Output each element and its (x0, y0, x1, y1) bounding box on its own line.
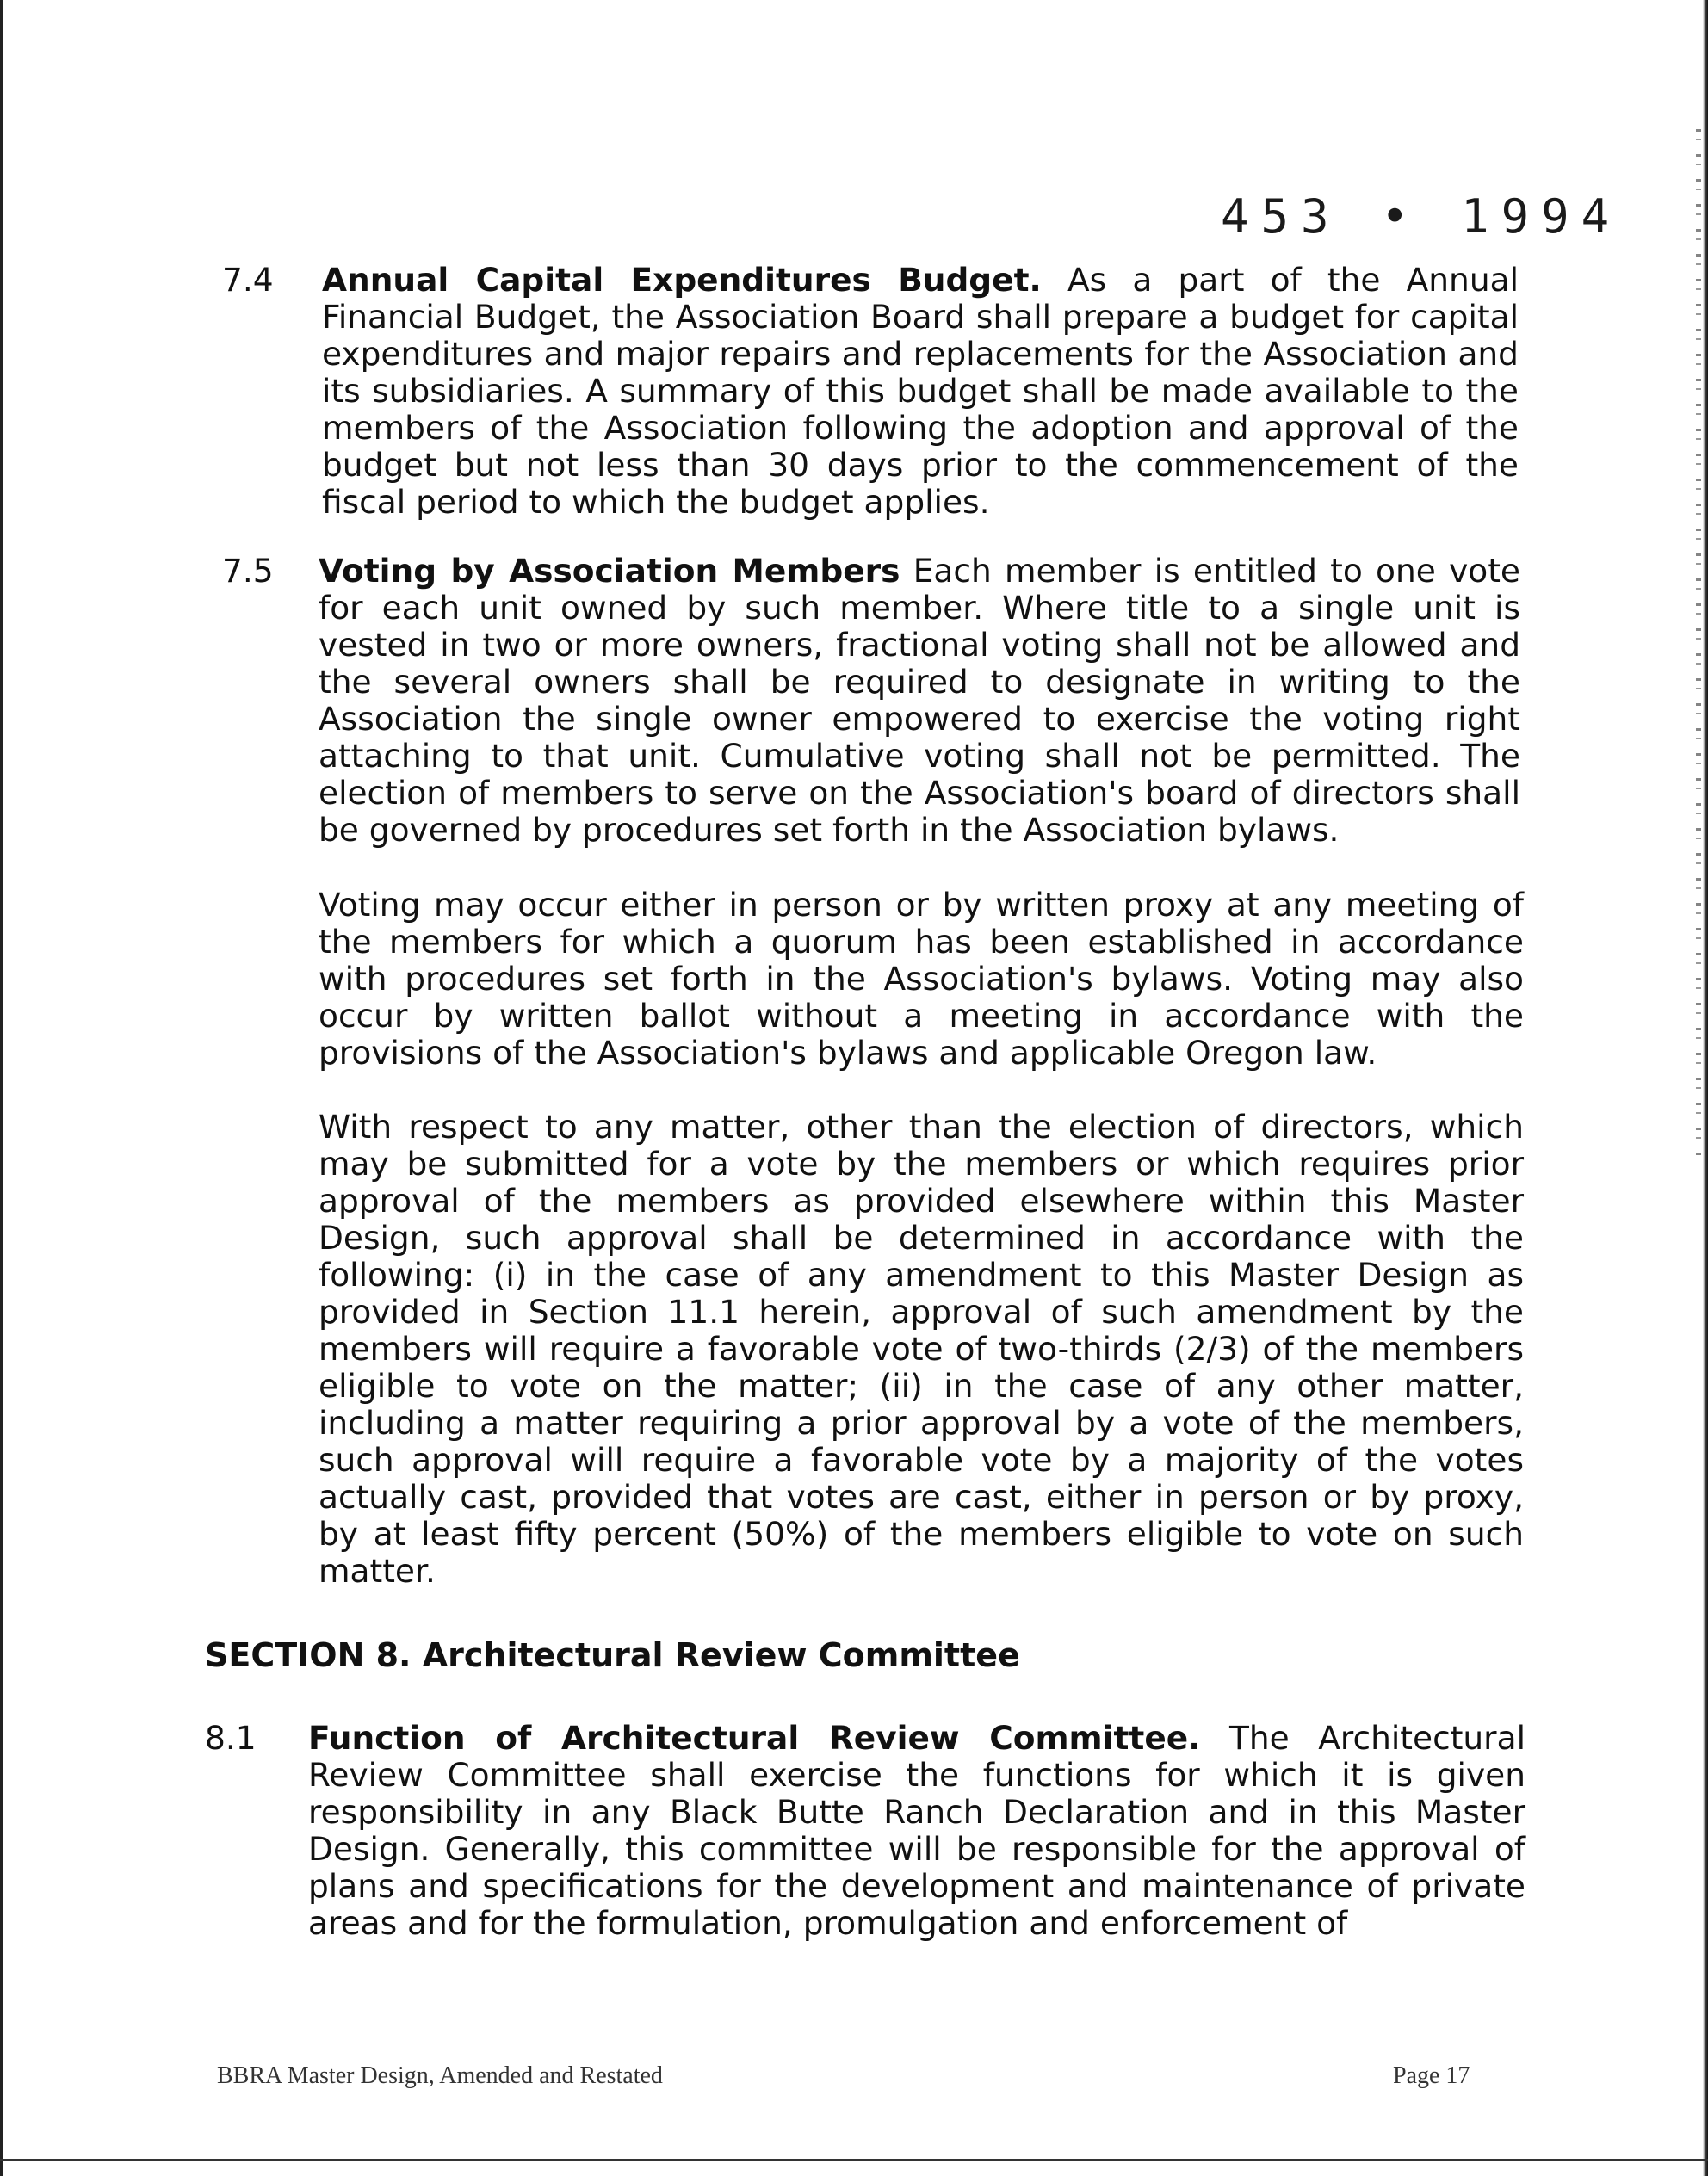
footer-page-number: Page 17 (1393, 2062, 1470, 2089)
paragraph-7-4 (322, 262, 1519, 521)
paragraph-8-1 (308, 1720, 1525, 1942)
scan-edge-left (0, 0, 3, 2176)
body-7-4: As a part of the Annual Financial Budget, the Association Board shall prepare a budget for capital expenditures and major repairs and replacements for the Association and its subsidiaries. A summary of this budget shall be made available to the members of the Association following the adoption and approval of the budget but not less than 30 days prior to the commencement of the fiscal period to which the budget applies. (322, 261, 1519, 521)
body-7-5: Each member is entitled to one vote for each unit owned by such member. Where title to a single unit is vested in two or more owners, fractional voting shall not be allowed and the several owners shall be required to designate in writing to the Association the single owner empowered to exercise the voting right attaching to that unit. Cumulative voting shall not be permitted. The election of members to serve on the Association's board of directors shall be governed by procedures set forth in the Association bylaws. (319, 552, 1520, 849)
scan-noise-right (1696, 129, 1701, 1162)
heading-7-4: Annual Capital Expenditures Budget. (322, 261, 1042, 299)
section-number-7-5: 7.5 (222, 552, 274, 590)
section-number-7-4: 7.4 (222, 261, 274, 299)
section-number-8-1: 8.1 (205, 1719, 257, 1757)
section-8-heading: SECTION 8. Architectural Review Committee (205, 1636, 1020, 1674)
paragraph-7-5-approval: With respect to any matter, other than the election of directors, which may be submitted for a vote by the members or which requires prior approval of the members as provided elsewhere within this Master Design, such approval shall be determined in accordance with the following: (i) in the case of any amendment to this Master Design as provided in Section 11.1 herein, approval of such amendment by the members will require a favorable vote of two-thirds (2/3) of the members eligible to vote on the matter; (ii) in the case of any other matter, including a matter requiring a prior approval by a vote of the members, such approval will require a favorable vote by a majority of the votes actually cast, provided that votes are cast, either in person or by proxy, by at least fifty percent (50%) of the members eligible to vote on such matter. (319, 1108, 1524, 1590)
scan-edge-right (1703, 0, 1708, 2176)
footer-document-title: BBRA Master Design, Amended and Restated (217, 2062, 663, 2089)
heading-8-1: Function of Architectural Review Committee. (308, 1719, 1201, 1757)
paragraph-7-5 (319, 553, 1520, 849)
body-8-1: The Architectural Review Committee shall exercise the functions for which it is given responsibility in any Black Butte Ranch Declaration and in this Master Design. Generally, this committee will be responsible for the approval of plans and specifications for the development and maintenance of private areas and for the formulation, promulgation and enforcement of (308, 1719, 1525, 1942)
recording-stamp: 453 • 1994 (1221, 189, 1622, 244)
heading-7-5: Voting by Association Members (319, 552, 900, 590)
paragraph-7-5-voting-methods: Voting may occur either in person or by written proxy at any meeting of the members for which a quorum has been established in accordance with procedures set forth in the Association's bylaws. Voting may also occur by written ballot without a meeting in accordance with the provisions of the Association's bylaws and applicable Oregon law. (319, 886, 1524, 1072)
scan-edge-bottom (0, 2159, 1708, 2161)
